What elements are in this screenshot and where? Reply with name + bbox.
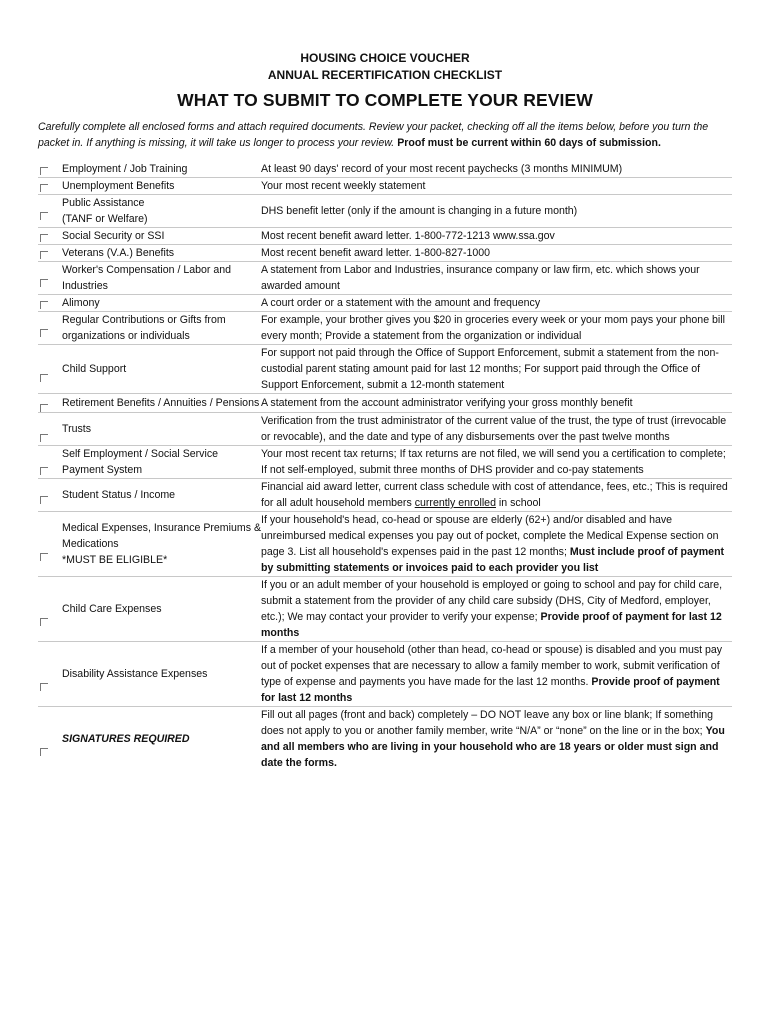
item-description-bold: Must include proof of payment by submitting statements or invoices paid to each provider you list: [261, 546, 725, 574]
checkbox[interactable]: [40, 496, 48, 504]
item-label: Regular Contributions or Gifts from organizations or individuals: [62, 314, 226, 342]
item-label: Employment / Job Training: [62, 163, 188, 175]
table-row: [38, 178, 732, 195]
item-label: Student Status / Income: [62, 489, 176, 501]
item-label: Social Security or SSI: [62, 230, 165, 242]
checkbox[interactable]: [40, 167, 48, 175]
item-label: Unemployment Benefits: [62, 180, 175, 192]
item-description: Financial aid award letter, current class schedule with cost of attendance, fees, etc.; This is required for all adult household members: [261, 481, 728, 509]
item-note: (TANF or Welfare): [62, 213, 148, 225]
item-description: If a member of your household (other than head, co-head or spouse) is disabled and you must pay out of pocket expenses that are necessary to allow a family member to work, submit verification of type of expense and payments you have made for the last 12 months.: [261, 644, 723, 688]
table-row: [38, 228, 732, 245]
item-label: Retirement Benefits / Annuities / Pensions: [62, 397, 260, 409]
checklist-table: [38, 161, 732, 771]
item-description: For support not paid through the Office of Support Enforcement, submit a statement from the non-custodial parent stating amount paid for last 12 months; For support paid through the Office of Support Enforcement, submit a 12-month statement: [261, 347, 719, 391]
item-label: SIGNATURES REQUIRED: [62, 733, 190, 745]
item-description: Verification from the trust administrator of the current value of the trust, the type of trust (irrevocable or revocable), and the date and type of any disbursements over the past twelve months: [261, 415, 727, 443]
intro-instructions: Carefully complete all enclosed forms and attach required documents. Review your packet, checking off all the items below, before you turn the packet in. If anything is missing, it will take us longer to process your review.: [38, 121, 709, 149]
checklist-page: [38, 50, 732, 771]
table-row: [38, 195, 732, 228]
item-label: Self Employment / Social Service Payment System: [62, 448, 219, 476]
item-description: DHS benefit letter (only if the amount is changing in a future month): [261, 205, 578, 217]
checkbox[interactable]: [40, 553, 48, 561]
item-description-end: in school: [495, 497, 541, 509]
table-row: [38, 642, 732, 707]
item-description-bold: You and all members who are living in your household who are 18 years or older must sign and date the forms.: [261, 725, 725, 769]
checkbox[interactable]: [40, 404, 48, 412]
intro-proof-requirement: Proof must be current within 60 days of submission.: [397, 137, 661, 149]
item-description: A statement from Labor and Industries, insurance company or law firm, etc. which shows your awarded amount: [261, 264, 700, 292]
item-label: Alimony: [62, 297, 100, 309]
table-row: [38, 312, 732, 345]
item-label: Child Support: [62, 363, 127, 375]
table-row: [38, 479, 732, 512]
checkbox[interactable]: [40, 434, 48, 442]
checkbox[interactable]: [40, 184, 48, 192]
checkbox[interactable]: [40, 748, 48, 756]
program-heading: HOUSING CHOICE VOUCHER: [300, 51, 470, 65]
table-row: [38, 161, 732, 178]
table-row: [38, 446, 732, 479]
item-description: If your household's head, co-head or spouse are elderly (62+) and/or disabled and have unreimbursed medical expenses you pay out of pocket, complete the Medical Expense section on page 3. List all household's expenses paid in the past 12 months;: [261, 514, 719, 558]
item-label: Public Assistance: [62, 197, 145, 209]
item-label: Child Care Expenses: [62, 603, 162, 615]
checkbox[interactable]: [40, 251, 48, 259]
item-description-bold: Provide proof of payment for last 12 months: [261, 676, 720, 704]
item-note: *MUST BE ELIGIBLE*: [62, 554, 168, 566]
checkbox[interactable]: [40, 683, 48, 691]
item-description: Your most recent weekly statement: [261, 180, 426, 192]
checkbox[interactable]: [40, 467, 48, 475]
item-label: Medical Expenses, Insurance Premiums & Medications: [62, 522, 262, 550]
intro-paragraph: [38, 119, 732, 151]
checkbox[interactable]: [40, 279, 48, 287]
table-row: [38, 245, 732, 262]
item-label: Veterans (V.A.) Benefits: [62, 247, 175, 259]
checkbox[interactable]: [40, 374, 48, 382]
checkbox[interactable]: [40, 329, 48, 337]
item-label: Trusts: [62, 423, 92, 435]
table-row: [38, 512, 732, 577]
item-description: For example, your brother gives you $20 in groceries every week or your mom pays your phone bill every month; Provide a statement from the organization or individual: [261, 314, 725, 342]
checkbox[interactable]: [40, 301, 48, 309]
table-row: [38, 413, 732, 446]
item-description: Most recent benefit award letter. 1-800-827-1000: [261, 247, 491, 259]
item-description: A statement from the account administrator verifying your gross monthly benefit: [261, 397, 633, 409]
table-row: [38, 707, 732, 772]
item-description: If you or an adult member of your household is employed or going to school and pay for child care, submit a statement from the provider of any child care subsidy (DHS, City of Medford, employer, etc.); We may contact your provider to verify your expense;: [261, 579, 723, 623]
item-description: At least 90 days' record of your most recent paychecks (3 months MINIMUM): [261, 163, 623, 175]
item-description: Most recent benefit award letter. 1-800-772-1213 www.ssa.gov: [261, 230, 555, 242]
checklist-heading: ANNUAL RECERTIFICATION CHECKLIST: [267, 68, 503, 82]
table-row: [38, 295, 732, 312]
item-description-underlined: currently enrolled: [414, 497, 496, 509]
checkbox[interactable]: [40, 212, 48, 220]
item-label: Worker's Compensation / Labor and Industries: [62, 264, 232, 292]
table-row: [38, 262, 732, 295]
table-row: [38, 577, 732, 642]
table-row: [38, 345, 732, 394]
table-row: [38, 394, 732, 413]
checkbox[interactable]: [40, 618, 48, 626]
item-label: Disability Assistance Expenses: [62, 668, 208, 680]
item-description: Fill out all pages (front and back) completely – DO NOT leave any box or line blank; If something does not apply to you or another family member, write “N/A” or “none” on the line or in the box;: [261, 709, 714, 737]
item-description-bold: Provide proof of payment for last 12 months: [261, 611, 722, 639]
checkbox[interactable]: [40, 234, 48, 242]
item-description: Your most recent tax returns; If tax returns are not filed, we will send you a certification to complete; If not self-employed, submit three months of DHS provider and co-pay statements: [261, 448, 726, 476]
item-description: A court order or a statement with the amount and frequency: [261, 297, 541, 309]
page-title: WHAT TO SUBMIT TO COMPLETE YOUR REVIEW: [177, 90, 593, 110]
